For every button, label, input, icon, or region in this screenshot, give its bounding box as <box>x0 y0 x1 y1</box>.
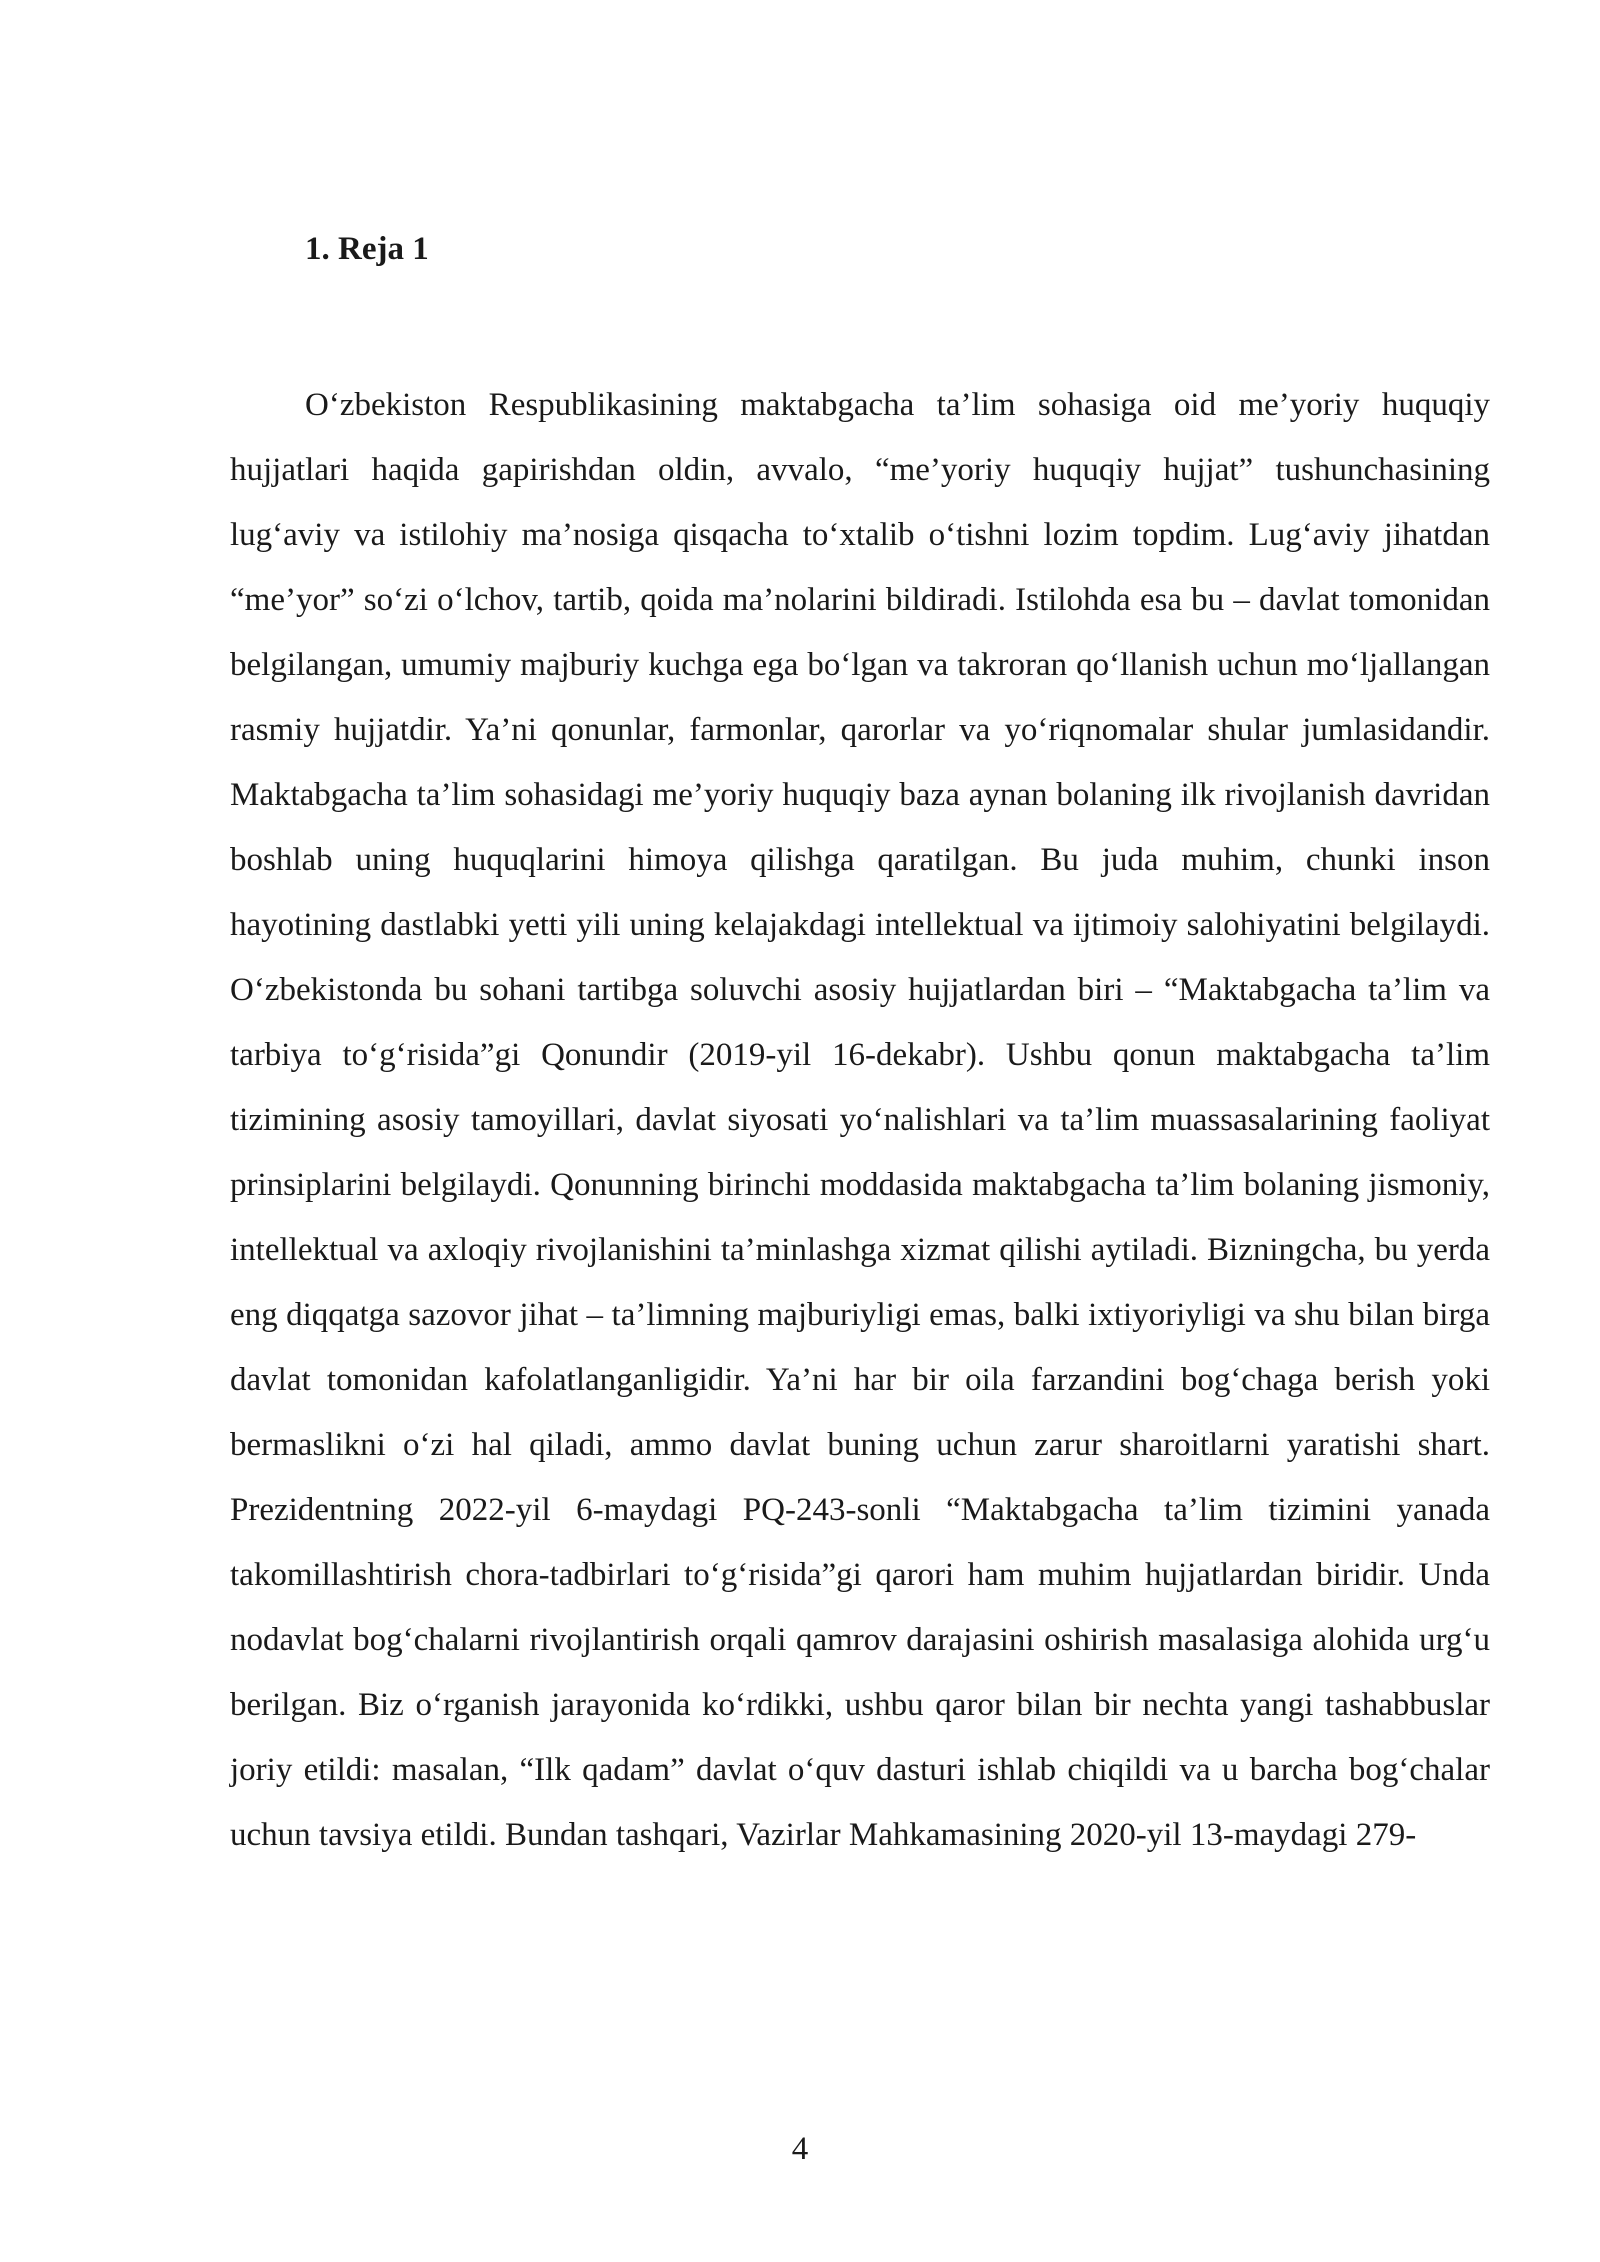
section-heading: 1. Reja 1 <box>305 231 429 267</box>
body-paragraph: O‘zbekiston Respublikasining maktabgacha ta’lim sohasiga oid me’yoriy huquqiy hujjatlari haqida gapirishdan oldin, avvalo, “me’yoriy huquqiy hujjat” tushunchasining lug‘aviy va istilohiy ma’nosiga qisqacha to‘xtalib o‘tishni lozim topdim. Lug‘aviy jihatdan “me’yor” so‘zi o‘lchov, tartib, qoida ma’nolarini bildiradi. Istilohda esa bu – davlat tomonidan belgilangan, umumiy majburiy kuchga ega bo‘lgan va takroran qo‘llanish uchun mo‘ljallangan rasmiy hujjatdir. Ya’ni qonunlar, farmonlar, qarorlar va yo‘riqnomalar shular jumlasidandir. Maktabgacha ta’lim sohasidagi me’yoriy huquqiy baza aynan bolaning ilk rivojlanish davridan boshlab uning huquqlarini himoya qilishga qaratilgan. Bu juda muhim, chunki inson hayotining dastlabki yetti yili uning kelajakdagi intellektual va ijtimoiy salohiyatini belgilaydi. O‘zbekistonda bu sohani tartibga soluvchi asosiy hujjatlardan biri – “Maktabgacha ta’lim va tarbiya to‘g‘risida”gi Qonundir (2019-yil 16-dekabr). Ushbu qonun maktabgacha ta’lim tizimining asosiy tamoyillari, davlat siyosati yo‘nalishlari va ta’lim muassasalarining faoliyat prinsiplarini belgilaydi. Qonunning birinchi moddasida maktabgacha ta’lim bolaning jismoniy, intellektual va axloqiy rivojlanishini ta’minlashga xizmat qilishi aytiladi. Bizningcha, bu yerda eng diqqatga sazovor jihat – ta’limning majburiyligi emas, balki ixtiyoriyligi va shu bilan birga davlat tomonidan kafolatlanganligidir. Ya’ni har bir oila farzandini bog‘chaga berish yoki bermaslikni o‘zi hal qiladi, ammo davlat buning uchun zarur sharoitlarni yaratishi shart. Prezidentning 2022-yil 6-maydagi PQ-243-sonli “Maktabgacha ta’lim tizimini yanada takomillashtirish chora-tadbirlari to‘g‘risida”gi qarori ham muhim hujjatlardan biridir. Unda nodavlat bog‘chalarni rivojlantirish orqali qamrov darajasini oshirish masalasiga alohida urg‘u berilgan. Biz o‘rganish jarayonida ko‘rdikki, ushbu qaror bilan bir nechta yangi tashabbuslar joriy etildi: masalan, “Ilk qadam” davlat o‘quv dasturi ishlab chiqildi va u barcha bog‘chalar uchun tavsiya etildi. Bundan tashqari, Vazirlar Mahkamasining 2020-yil 13-maydagi 279- <box>230 387 1490 1853</box>
page-number: 4 <box>791 2131 809 2167</box>
